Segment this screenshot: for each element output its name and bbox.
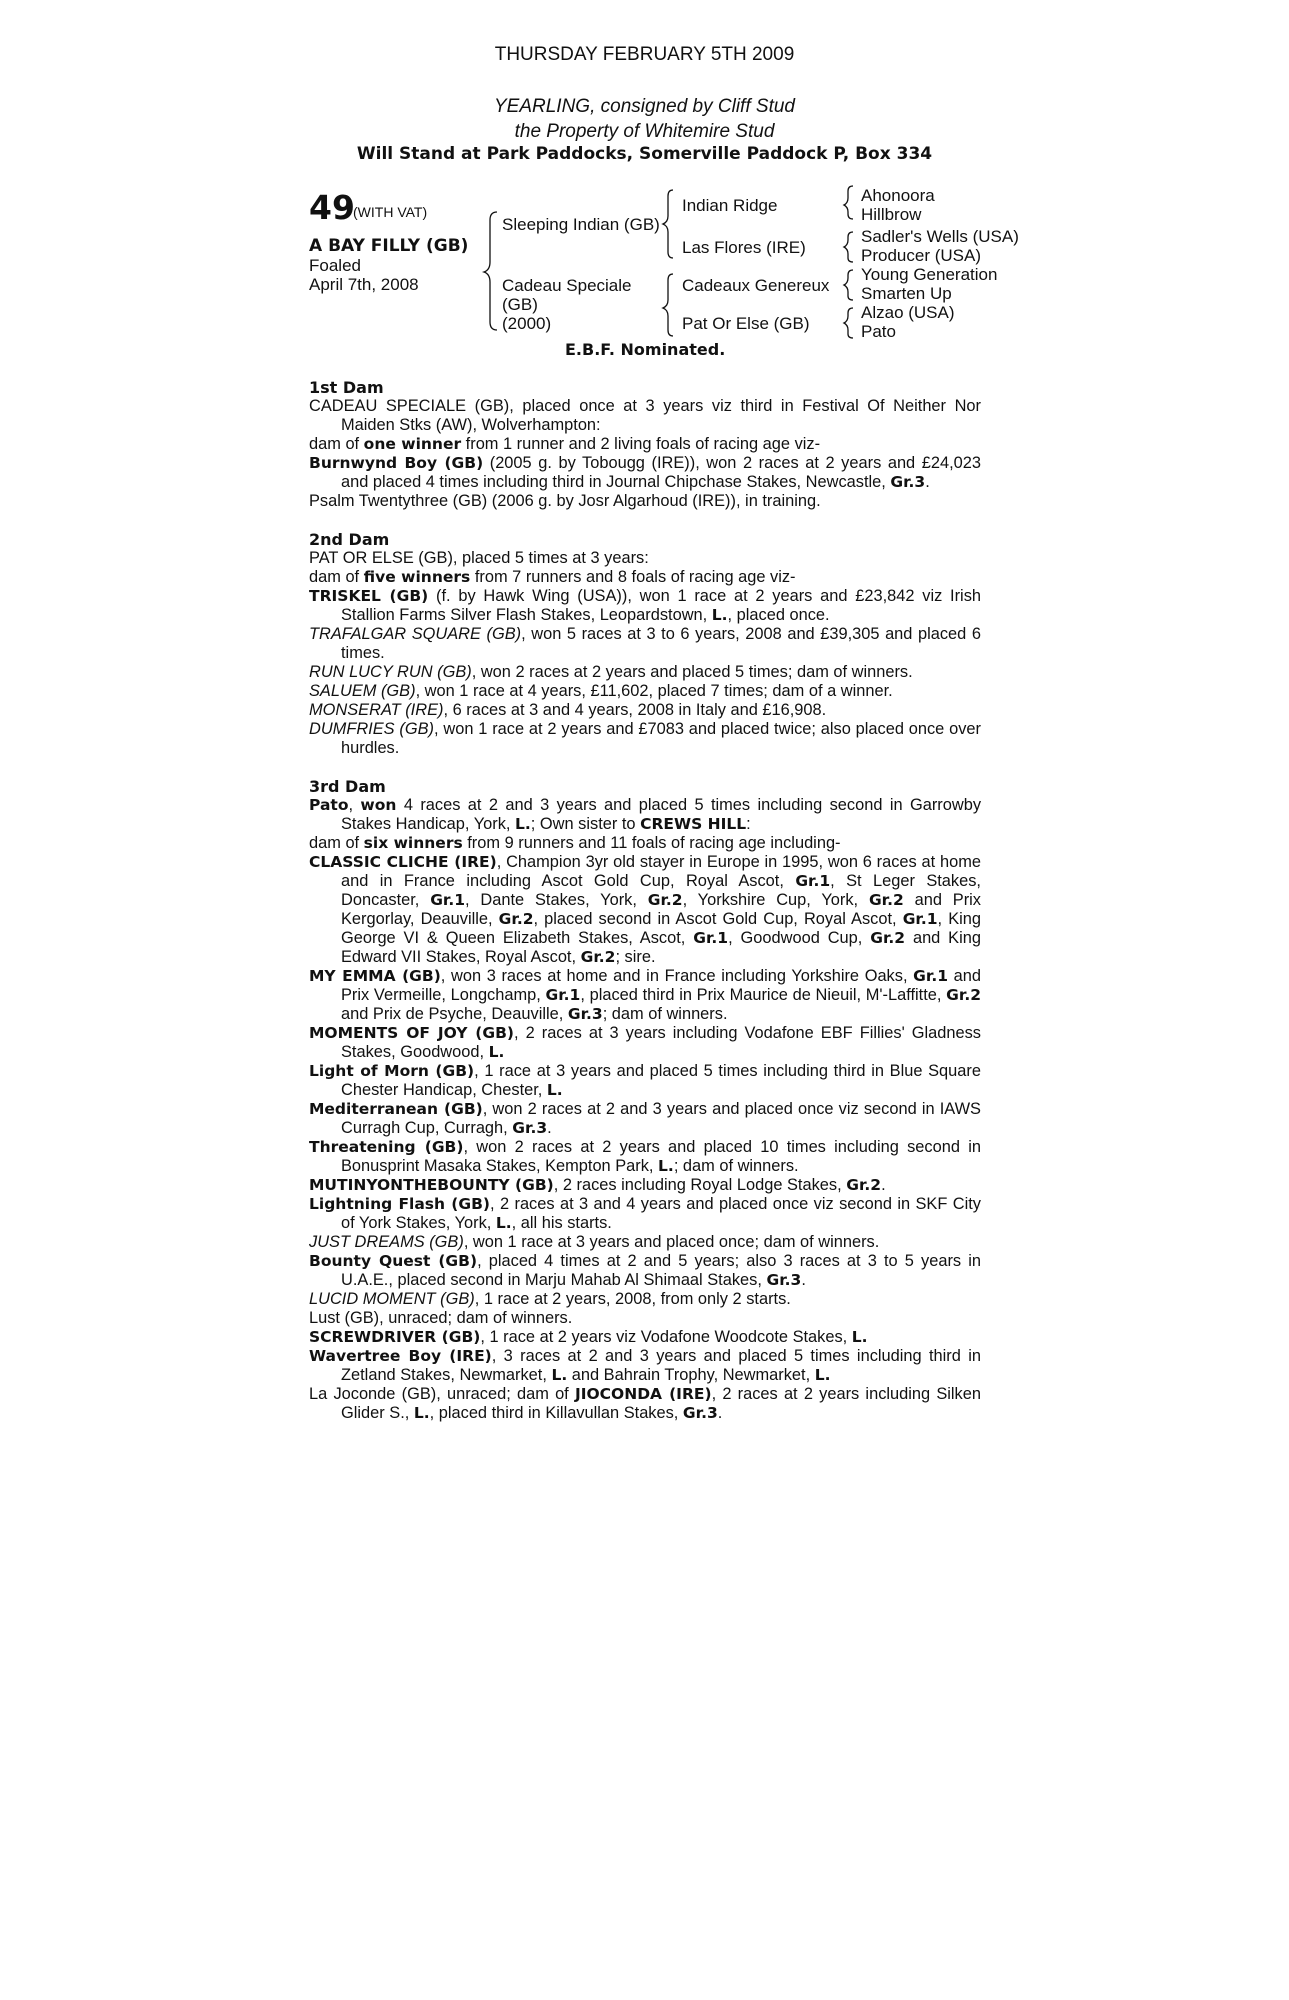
first-dam-produce: dam of one winner from 1 runner and 2 living foals of racing age viz- <box>309 435 821 453</box>
produce-entry: Wavertree Boy (IRE), 3 races at 2 and 3 years and placed 5 times including third in Zetland Stakes, Newmarket, L. and Bahrain Trophy, Newmarket, L. <box>309 1347 981 1384</box>
pedigree-dam-dam: Pat Or Else (GB) <box>682 314 810 333</box>
second-dam-produce: dam of five winners from 7 runners and 8 foals of racing age viz- <box>309 568 796 586</box>
produce-entry: MONSERAT (IRE), 6 races at 3 and 4 years, 2008 in Italy and £16,908. <box>309 701 827 719</box>
brace-dd <box>844 308 853 338</box>
produce-entry: CLASSIC CLICHE (IRE), Champion 3yr old stayer in Europe in 1995, won 6 races at home and in France including Ascot Gold Cup, Royal Ascot, Gr.1, St Leger Stakes, Doncaster, Gr.1, Dante Stakes, York, Gr.2, Yorkshire Cup, York, Gr.2 and Prix Kergorlay, Deauville, Gr.2, placed second in Ascot Gold Cup, Royal Ascot, Gr.1, King George VI & Queen Elizabeth Stakes, Ascot, Gr.1, Goodwood Cup, Gr.2 and King Edward VII Stakes, Royal Ascot, Gr.2; sire. <box>309 853 982 966</box>
produce-entry: SALUEM (GB), won 1 race at 4 years, £11,602, placed 7 times; dam of a winner. <box>309 682 893 700</box>
ebf-nominated: E.B.F. Nominated. <box>565 340 726 359</box>
produce-entry: LUCID MOMENT (GB), 1 race at 2 years, 2008, from only 2 starts. <box>309 1290 791 1308</box>
consignor-line: YEARLING, consigned by Cliff Stud <box>494 96 795 117</box>
second-dam-text: PAT OR ELSE (GB), placed 5 times at 3 years: <box>309 549 649 567</box>
pedigree-sire: Sleeping Indian (GB) <box>502 215 660 234</box>
produce-entry: RUN LUCY RUN (GB), won 2 races at 2 years and placed 5 times; dam of winners. <box>309 663 913 681</box>
produce-entry: Psalm Twentythree (GB) (2006 g. by Josr Algarhoud (IRE)), in training. <box>309 492 821 510</box>
catalogue-body <box>309 378 981 1423</box>
vat-note: (WITH VAT) <box>353 204 428 220</box>
produce-entry: Mediterranean (GB), won 2 races at 2 and 3 years and placed once viz second in IAWS Curragh Cup, Curragh, Gr.3. <box>309 1100 981 1137</box>
produce-entry: MOMENTS OF JOY (GB), 2 races at 3 years including Vodafone EBF Fillies' Gladness Stakes, Goodwood, L. <box>309 1024 981 1061</box>
first-dam-heading: 1st Dam <box>309 378 384 397</box>
pedigree-sds: Sadler's Wells (USA) <box>861 227 1019 246</box>
pedigree-sss: Ahonoora <box>861 186 935 205</box>
pedigree-sire-dam: Las Flores (IRE) <box>682 238 806 257</box>
pedigree-dam-year: (2000) <box>502 314 552 333</box>
produce-entry: Lightning Flash (GB), 2 races at 3 and 4 years and placed once viz second in SKF City of York Stakes, York, L., all his starts. <box>309 1195 981 1232</box>
pedigree-sire-sire: Indian Ridge <box>682 196 778 215</box>
first-dam-text: CADEAU SPECIALE (GB), placed once at 3 years viz third in Festival Of Neither Nor Maiden Stks (AW), Wolverhampton: <box>309 397 981 434</box>
produce-entry: TRAFALGAR SQUARE (GB), won 5 races at 3 to 6 years, 2008 and £39,305 and placed 6 times. <box>309 625 981 662</box>
brace-sire <box>663 190 673 258</box>
produce-entry: Burnwynd Boy (GB) (2005 g. by Tobougg (IRE)), won 2 races at 2 years and £24,023 and placed 4 times including third in Journal Chipchase Stakes, Newcastle, Gr.3. <box>309 454 981 491</box>
produce-entry: Bounty Quest (GB), placed 4 times at 2 and 5 years; also 3 races at 3 to 5 years in U.A.E., placed second in Marju Mahab Al Shimaal Stakes, Gr.3. <box>309 1252 981 1289</box>
pedigree-ssd: Hillbrow <box>861 205 922 224</box>
foaled-date: April 7th, 2008 <box>309 275 419 294</box>
pedigree-sdd: Producer (USA) <box>861 246 981 265</box>
third-dam-produce: dam of six winners from 9 runners and 11 foals of racing age including- <box>309 834 841 852</box>
second-dam-heading: 2nd Dam <box>309 530 390 549</box>
pedigree-dds: Alzao (USA) <box>861 303 955 322</box>
pedigree-braces <box>0 0 1289 360</box>
produce-entry: MUTINYONTHEBOUNTY (GB), 2 races including Royal Lodge Stakes, Gr.2. <box>309 1176 886 1194</box>
brace-ds <box>844 270 853 300</box>
produce-entry: La Joconde (GB), unraced; dam of JIOCONDA (IRE), 2 races at 2 years including Silken Glider S., L., placed third in Killavullan Stakes, Gr.3. <box>309 1385 981 1422</box>
lot-name: A BAY FILLY (GB) <box>309 236 469 256</box>
produce-entry: JUST DREAMS (GB), won 1 race at 3 years and placed once; dam of winners. <box>309 1233 880 1251</box>
foaled-label: Foaled <box>309 256 361 275</box>
pedigree-dsd: Smarten Up <box>861 284 952 303</box>
brace-dam <box>663 274 673 336</box>
brace-sd <box>844 232 853 262</box>
produce-entry: Lust (GB), unraced; dam of winners. <box>309 1309 573 1327</box>
pedigree-dam: Cadeau Speciale <box>502 276 632 295</box>
pedigree-ddd: Pato <box>861 322 896 341</box>
produce-entry: TRISKEL (GB) (f. by Hawk Wing (USA)), won 1 race at 2 years and £23,842 viz Irish Stallion Farms Silver Flash Stakes, Leopardstown, L., placed once. <box>309 587 982 624</box>
sale-date: THURSDAY FEBRUARY 5TH 2009 <box>494 44 795 65</box>
third-dam-heading: 3rd Dam <box>309 777 386 796</box>
brace-ss <box>844 186 853 219</box>
produce-entry: Threatening (GB), won 2 races at 2 years and placed 10 times including second in Bonusprint Masaka Stakes, Kempton Park, L.; dam of winners. <box>309 1138 981 1175</box>
produce-entry: DUMFRIES (GB), won 1 race at 2 years and £7083 and placed twice; also placed once over hurdles. <box>309 720 982 757</box>
produce-entry: SCREWDRIVER (GB), 1 race at 2 years viz Vodafone Woodcote Stakes, L. <box>309 1328 868 1346</box>
lot-number: 49 <box>309 188 355 227</box>
produce-entry: Light of Morn (GB), 1 race at 3 years and placed 5 times including third in Blue Square Chester Handicap, Chester, L. <box>309 1062 981 1099</box>
pedigree-dam-sire: Cadeaux Genereux <box>682 276 830 295</box>
brace-gen1 <box>484 212 497 330</box>
property-line: the Property of Whitemire Stud <box>514 121 775 142</box>
produce-entry: MY EMMA (GB), won 3 races at home and in France including Yorkshire Oaks, Gr.1 and Prix Vermeille, Longchamp, Gr.1, placed third in Prix Maurice de Nieuil, M'-Laffitte, Gr.2 and Prix de Psyche, Deauville, Gr.3; dam of winners. <box>309 967 981 1023</box>
third-dam-text: Pato, won 4 races at 2 and 3 years and placed 5 times including second in Garrowby Stakes Handicap, York, L.; Own sister to CREWS HILL: <box>309 796 982 833</box>
stand-location: Will Stand at Park Paddocks, Somerville Paddock P, Box 334 <box>356 144 933 164</box>
pedigree-dam-country: (GB) <box>502 295 538 314</box>
pedigree-dss: Young Generation <box>861 265 998 284</box>
